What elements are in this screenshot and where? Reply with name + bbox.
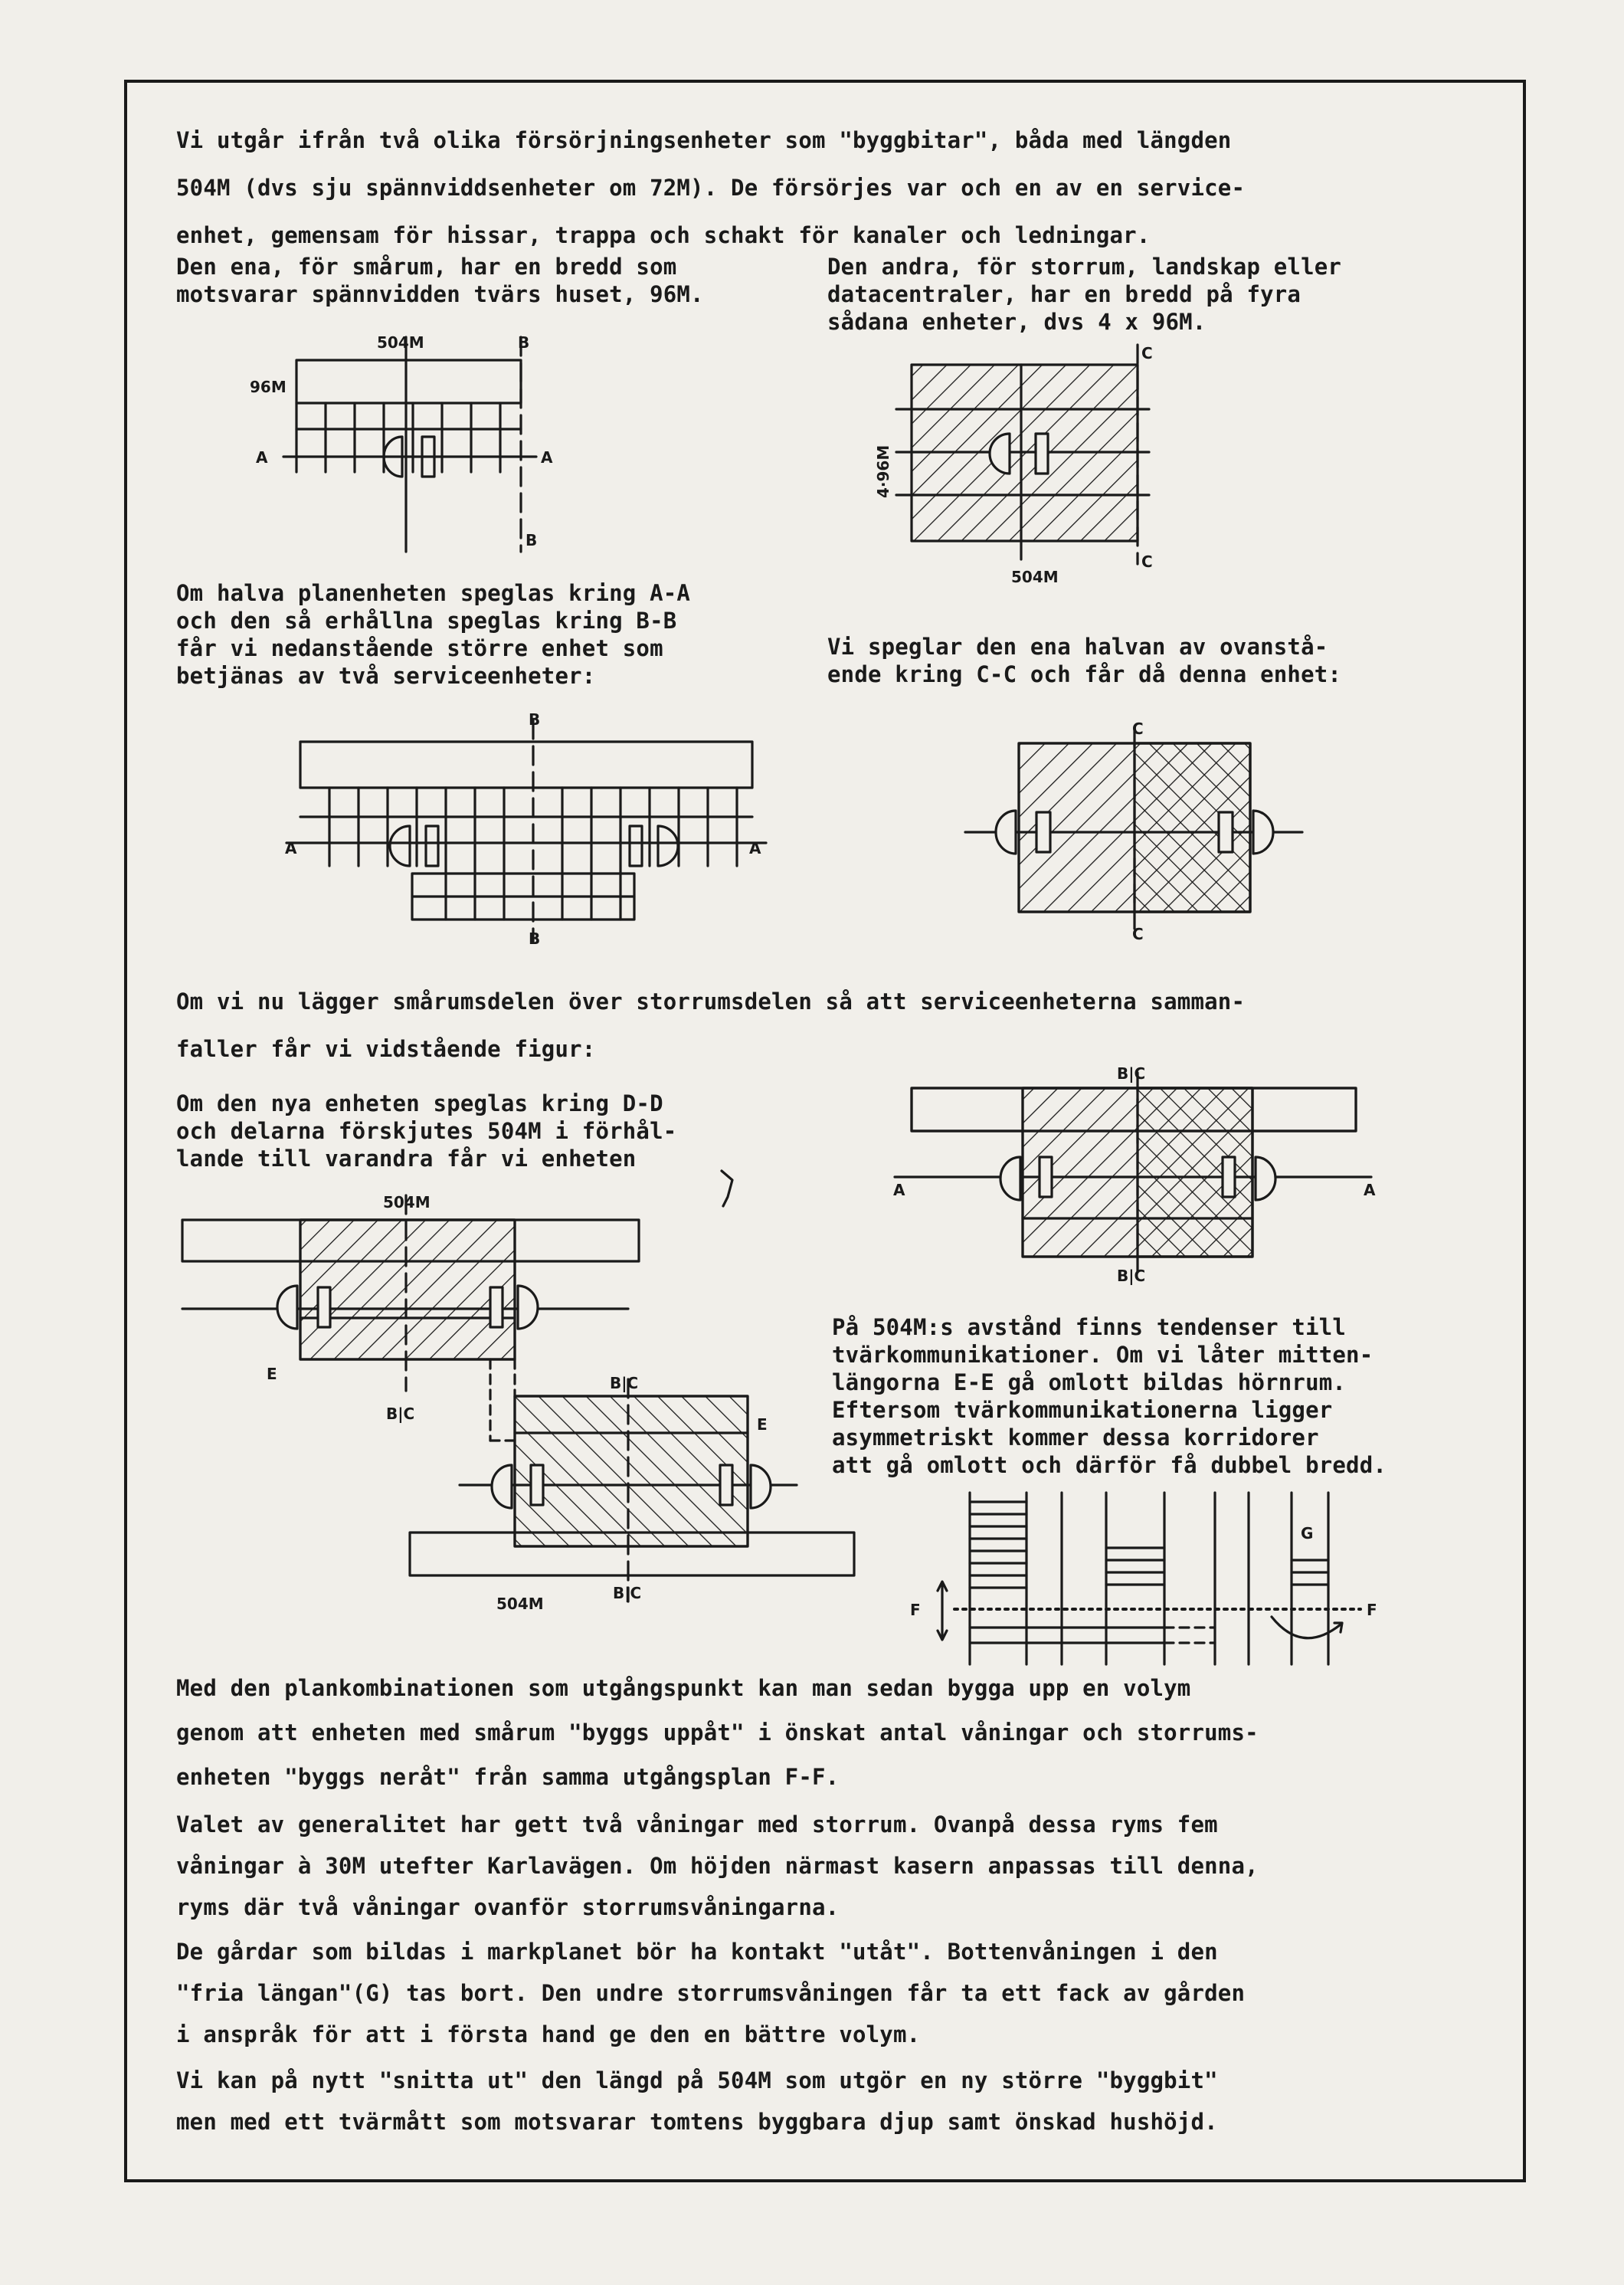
label-c-top-2: C: [1141, 344, 1153, 362]
diagram-section: [938, 1493, 1360, 1664]
overlay-paragraph: Om vi nu lägger smårumsdelen över storrumsdelen så att serviceenheterna samman- faller får vi vidstående figur:: [176, 988, 1246, 1062]
diagram-small-room-unit: [283, 337, 536, 552]
label-c-bottom-2: C: [1141, 552, 1153, 571]
label-504m-6b: 504M: [496, 1595, 544, 1613]
label-a-right-1: A: [541, 448, 553, 467]
mirror-small-description: Om halva planenheten speglas kring A-A och den så erhållna speglas kring B-B får vi nedanstående större enhet som betjänas av två serviceenheter:: [176, 580, 691, 689]
cross-communication-description: På 504M:s avstånd finns tendenser till tvärkommunikationer. Om vi låter mitten- längorna E-E gå omlott bildas hörnrum. Eftersom tvärkommunikationerna ligger asymmetriskt kommer dessa korridorer att gå omlott och därför få dubbel bredd.: [832, 1314, 1387, 1478]
diagram-labels: [250, 333, 1377, 1619]
volume-paragraph: Med den plankombinationen som utgångspunkt kan man sedan bygga upp en volym genom att enheten med smårum "byggs uppåt" i önskat antal våningar och storrums- enheten "byggs neråt" från samma utgångsplan F-F.: [176, 1675, 1259, 1790]
label-b-top-3: B: [529, 710, 541, 729]
label-bc-top-5: B|C: [1117, 1064, 1146, 1083]
label-f-left: F: [910, 1601, 921, 1619]
mirror-dd-description: Om den nya enheten speglas kring D-D och delarna förskjutes 504M i förhål- lande till varandra får vi enheten: [176, 1090, 677, 1172]
label-bc-6b: B|C: [610, 1374, 639, 1392]
label-c-top-4: C: [1132, 720, 1144, 738]
label-e-right: E: [757, 1415, 768, 1434]
label-96m: 96M: [250, 378, 286, 396]
diagram-large-room-unit: [896, 345, 1149, 564]
large-room-description: Den andra, för storrum, landskap eller datacentraler, har en bredd på fyra sådana enheter, dvs 4 x 96M.: [827, 254, 1342, 335]
label-504m-1: 504M: [377, 333, 424, 352]
label-504m-6: 504M: [383, 1193, 431, 1211]
final-paragraph: Vi kan på nytt "snitta ut" den längd på 504M som utgör en ny större "byggbit" men med ett tvärmått som motsvarar tomtens byggbara djup samt önskad hushöjd.: [176, 2067, 1218, 2135]
label-504m-2: 504M: [1011, 568, 1059, 586]
label-a-right-5: A: [1364, 1181, 1376, 1199]
mirror-large-description: Vi speglar den ena halvan av ovanstå- ende kring C-C och får då denna enhet:: [827, 634, 1342, 687]
small-room-description: Den ena, för smårum, har en bredd som motsvarar spännvidden tvärs huset, 96M.: [176, 254, 704, 307]
label-c-bottom-4: C: [1132, 925, 1144, 943]
label-bc-bottom-5: B|C: [1117, 1267, 1146, 1285]
label-a-right-3: A: [749, 839, 761, 857]
label-b-bottom-1: B: [526, 531, 538, 549]
label-f-right: F: [1367, 1601, 1377, 1619]
diagram-shifted-units: [182, 1171, 854, 1601]
diagram-mirrored-small-unit: [286, 720, 766, 943]
label-a-left-3: A: [285, 839, 297, 857]
intro-paragraph: Vi utgår ifrån två olika försörjningsenheter som "byggbitar", båda med längden 504M (dvs sju spännviddsenheter om 72M). De försörjes var och en av en service- enhet, gemensam för hissar, trappa och schakt för kanaler och ledningar.: [176, 127, 1246, 248]
generality-paragraph: Valet av generalitet har gett två våningar med storrum. Ovanpå dessa ryms fem våningar à 30M utefter Karlavägen. Om höjden närmast kasern anpassas till denna, ryms där två våningar ovanför storrumsvåningarna.: [176, 1811, 1259, 1920]
label-4x96m: 4·96M: [874, 444, 892, 498]
label-bc-6c: B|C: [613, 1584, 642, 1602]
diagram-mirrored-large-unit: [965, 728, 1302, 931]
label-e-left: E: [267, 1365, 277, 1383]
courtyards-paragraph: De gårdar som bildas i markplanet bör ha kontakt "utåt". Bottenvåningen i den "fria längan"(G) tas bort. Den undre storrumsvåningen får ta ett fack av gården i anspråk för att i första hand ge den en bättre volym.: [176, 1939, 1246, 2047]
label-g: G: [1301, 1524, 1314, 1542]
label-b-bottom-3: B: [529, 929, 541, 948]
label-a-left-1: A: [256, 448, 268, 467]
label-bc-6a: B|C: [386, 1405, 415, 1423]
diagram-overlay-unit: [895, 1073, 1371, 1272]
label-a-left-5: A: [893, 1181, 905, 1199]
label-b-top-1: B: [518, 333, 530, 352]
